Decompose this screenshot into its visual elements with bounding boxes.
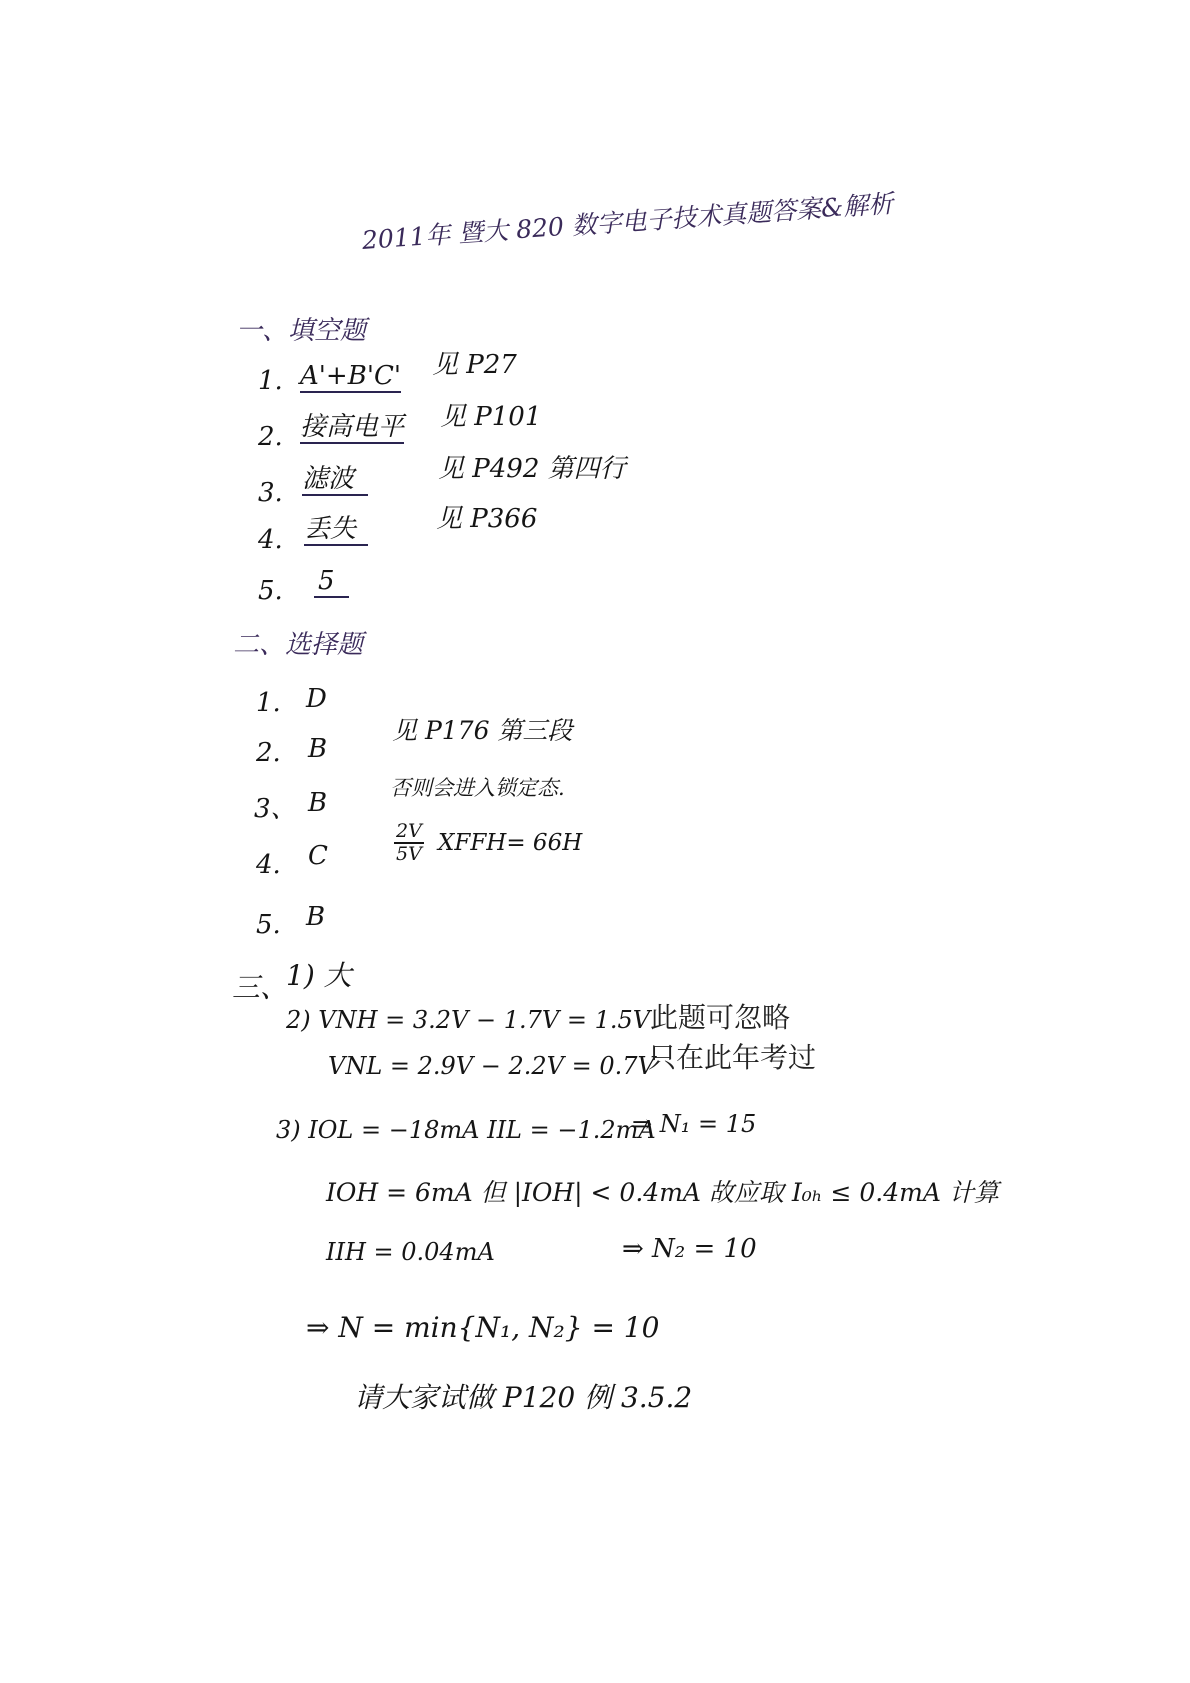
s1-item-2-answer: 接高电平 <box>300 412 405 442</box>
s3-practice-hint: 请大家试做 P120 例 3.5.2 <box>354 1381 693 1414</box>
section-3-heading: 三、 <box>232 971 289 1004</box>
s1-item-2-number: 2. <box>258 422 283 452</box>
s2-item-5-number: 5. <box>256 910 281 940</box>
s1-item-3-note: 见 P492 第四行 <box>438 454 626 484</box>
s2-item-2-note: 见 P176 第三段 <box>392 716 573 745</box>
section-2-heading: 二、选择题 <box>233 630 364 660</box>
s3-part-1: 1) 大 <box>286 959 352 992</box>
s3-part-3-n1: ⇒ N₁ = 15 <box>632 1110 757 1138</box>
printed-note-ignore: 此题可忽略 <box>650 1001 791 1034</box>
s1-item-4-answer: 丢失 <box>304 516 368 546</box>
fraction-denominator: 5V <box>396 843 422 865</box>
fraction-numerator: 2V <box>396 820 422 842</box>
s3-part-2-vnl: VNL = 2.9V − 2.2V = 0.7V <box>328 1052 655 1080</box>
s3-part-3-line-2: IOH = 6mA 但 |IOH| < 0.4mA 故应取 I₀ₕ ≤ 0.4mA 计算 <box>326 1178 999 1207</box>
s1-item-5-number: 5. <box>258 576 283 606</box>
s1-item-5-answer: 5 <box>314 568 349 598</box>
s2-item-1-answer: D <box>306 684 327 714</box>
printed-note-only-this-year: 只在此年考过 <box>648 1041 817 1074</box>
s2-item-1-number: 1. <box>256 688 281 718</box>
s2-item-5-answer: B <box>306 902 326 932</box>
s2-item-4-note: XFFH= 66H <box>438 830 583 856</box>
s3-part-3-iih: IIH = 0.04mA <box>326 1238 495 1266</box>
s2-item-2-answer: B <box>308 734 328 764</box>
s3-part-3-min: ⇒ N = min{N₁, N₂} = 10 <box>306 1311 660 1344</box>
s2-item-4-fraction <box>394 822 424 864</box>
s3-part-3-n2: ⇒ N₂ = 10 <box>622 1234 757 1264</box>
s2-item-3-answer: B <box>308 788 328 818</box>
s1-item-1-answer: A'+B'C' <box>300 361 402 391</box>
document-title: 2011年 暨大 820 数字电子技术真题答案&解析 <box>360 188 895 255</box>
s3-part-3-line-1: 3) IOL = −18mA IIL = −1.2mA <box>276 1116 656 1144</box>
s1-item-1-note: 见 P27 <box>432 350 517 380</box>
s1-item-4-number: 4. <box>258 525 283 555</box>
s2-item-2-number: 2. <box>256 738 281 768</box>
s3-part-2-vnh: 2) VNH = 3.2V − 1.7V = 1.5V <box>286 1006 651 1034</box>
s1-item-3-answer: 滤波 <box>302 466 368 496</box>
s2-item-3-note: 否则会进入锁定态. <box>390 776 565 800</box>
s1-item-4-note: 见 P366 <box>436 504 538 534</box>
section-1-heading: 一、填空题 <box>236 316 367 346</box>
s2-item-3-number: 3、 <box>254 794 297 824</box>
s2-item-4-answer: C <box>308 841 328 871</box>
s2-item-4-number: 4. <box>256 850 281 880</box>
s1-item-2-note: 见 P101 <box>440 402 542 432</box>
s1-item-3-number: 3. <box>258 478 283 508</box>
s1-item-1-number: 1. <box>258 366 283 396</box>
